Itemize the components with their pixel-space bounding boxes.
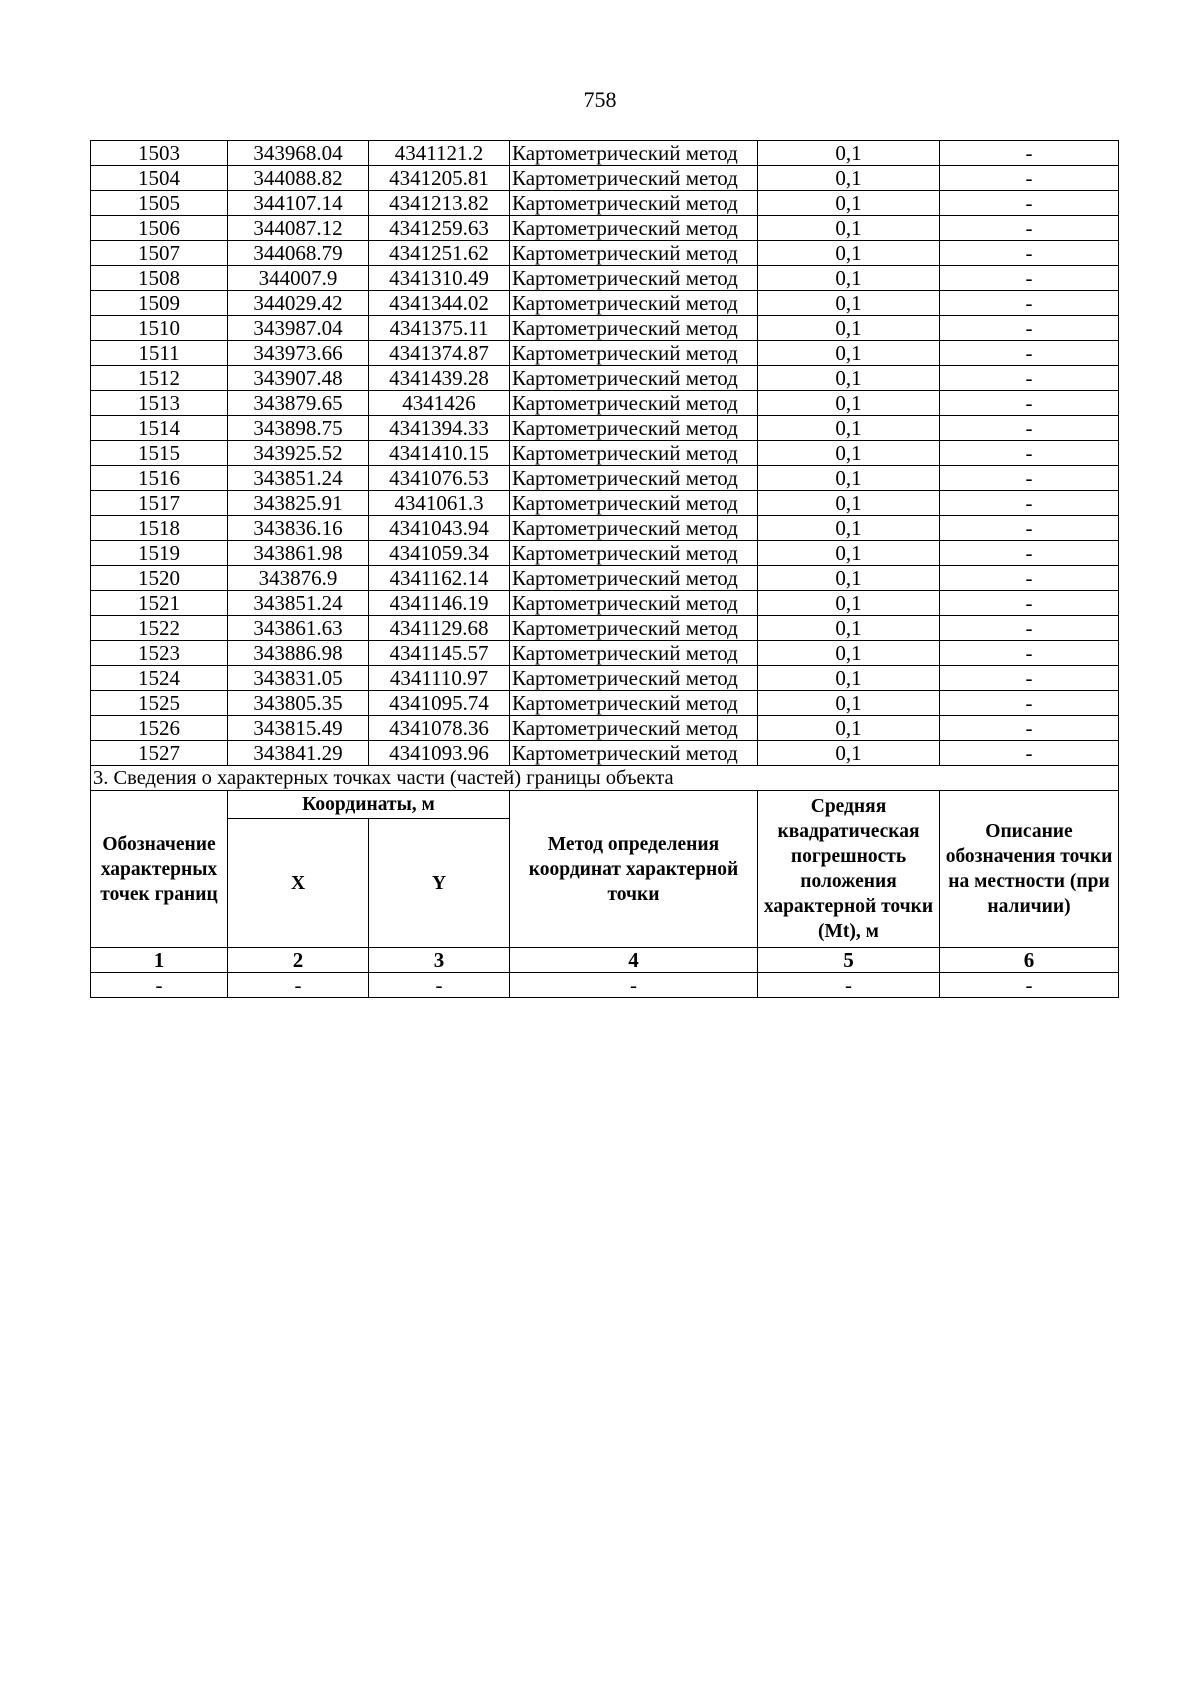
column-number-row	[91, 948, 1119, 973]
error-cell: 0,1	[758, 241, 940, 266]
point-id-cell: 1521	[91, 591, 228, 616]
error-cell: 0,1	[758, 441, 940, 466]
method-cell: Картометрический метод	[510, 266, 758, 291]
table-row	[91, 541, 1119, 566]
point-id-cell: 1510	[91, 316, 228, 341]
x-coordinate-cell: 343898.75	[228, 416, 369, 441]
description-cell: -	[940, 216, 1119, 241]
section-title-row	[91, 766, 1119, 791]
empty-cell: -	[228, 973, 369, 998]
y-coordinate-cell: 4341061.3	[369, 491, 510, 516]
table-row	[91, 666, 1119, 691]
table-row	[91, 516, 1119, 541]
y-coordinate-cell: 4341251.62	[369, 241, 510, 266]
method-cell: Картометрический метод	[510, 191, 758, 216]
point-id-cell: 1517	[91, 491, 228, 516]
table-row	[91, 691, 1119, 716]
point-id-cell: 1522	[91, 616, 228, 641]
method-cell: Картометрический метод	[510, 566, 758, 591]
error-cell: 0,1	[758, 616, 940, 641]
y-coordinate-cell: 4341426	[369, 391, 510, 416]
y-coordinate-cell: 4341213.82	[369, 191, 510, 216]
description-cell: -	[940, 466, 1119, 491]
y-coordinate-cell: 4341121.2	[369, 141, 510, 166]
y-coordinate-cell: 4341205.81	[369, 166, 510, 191]
table-row	[91, 166, 1119, 191]
description-cell: -	[940, 391, 1119, 416]
x-coordinate-cell: 343851.24	[228, 591, 369, 616]
description-cell: -	[940, 366, 1119, 391]
point-id-cell: 1524	[91, 666, 228, 691]
error-cell: 0,1	[758, 416, 940, 441]
point-id-cell: 1509	[91, 291, 228, 316]
description-cell: -	[940, 641, 1119, 666]
point-id-cell: 1505	[91, 191, 228, 216]
table-row	[91, 366, 1119, 391]
method-cell: Картометрический метод	[510, 141, 758, 166]
method-cell: Картометрический метод	[510, 316, 758, 341]
method-cell: Картометрический метод	[510, 291, 758, 316]
method-cell: Картометрический метод	[510, 216, 758, 241]
description-cell: -	[940, 741, 1119, 766]
error-cell: 0,1	[758, 541, 940, 566]
y-coordinate-cell: 4341344.02	[369, 291, 510, 316]
error-cell: 0,1	[758, 141, 940, 166]
x-coordinate-cell: 343925.52	[228, 441, 369, 466]
point-id-cell: 1526	[91, 716, 228, 741]
method-cell: Картометрический метод	[510, 416, 758, 441]
description-cell: -	[940, 291, 1119, 316]
table-row	[91, 341, 1119, 366]
y-coordinate-cell: 4341145.57	[369, 641, 510, 666]
error-cell: 0,1	[758, 741, 940, 766]
description-cell: -	[940, 616, 1119, 641]
error-cell: 0,1	[758, 166, 940, 191]
x-coordinate-cell: 343831.05	[228, 666, 369, 691]
empty-cell: -	[510, 973, 758, 998]
description-cell: -	[940, 516, 1119, 541]
description-cell: -	[940, 316, 1119, 341]
table-row	[91, 216, 1119, 241]
y-coordinate-cell: 4341146.19	[369, 591, 510, 616]
method-cell: Картометрический метод	[510, 366, 758, 391]
x-coordinate-cell: 343815.49	[228, 716, 369, 741]
method-cell: Картометрический метод	[510, 591, 758, 616]
section-title: 3. Сведения о характерных точках части (частей) границы объекта	[91, 766, 1119, 791]
column-number: 2	[228, 948, 369, 973]
error-cell: 0,1	[758, 516, 940, 541]
y-coordinate-cell: 4341410.15	[369, 441, 510, 466]
x-coordinate-cell: 343876.9	[228, 566, 369, 591]
y-coordinate-cell: 4341043.94	[369, 516, 510, 541]
x-coordinate-cell: 343861.63	[228, 616, 369, 641]
table-row	[91, 441, 1119, 466]
x-coordinate-cell: 343861.98	[228, 541, 369, 566]
table-row	[91, 391, 1119, 416]
x-coordinate-cell: 343805.35	[228, 691, 369, 716]
empty-cell: -	[940, 973, 1119, 998]
table-row	[91, 491, 1119, 516]
x-coordinate-cell: 343907.48	[228, 366, 369, 391]
table-row	[91, 141, 1119, 166]
column-number: 4	[510, 948, 758, 973]
y-coordinate-cell: 4341394.33	[369, 416, 510, 441]
method-cell: Картометрический метод	[510, 516, 758, 541]
description-cell: -	[940, 191, 1119, 216]
section-3	[91, 766, 1119, 998]
header-y: Y	[369, 819, 510, 948]
x-coordinate-cell: 344029.42	[228, 291, 369, 316]
x-coordinate-cell: 343825.91	[228, 491, 369, 516]
error-cell: 0,1	[758, 466, 940, 491]
table-row	[91, 316, 1119, 341]
error-cell: 0,1	[758, 591, 940, 616]
description-cell: -	[940, 266, 1119, 291]
x-coordinate-cell: 343987.04	[228, 316, 369, 341]
method-cell: Картометрический метод	[510, 691, 758, 716]
table-row	[91, 241, 1119, 266]
point-id-cell: 1518	[91, 516, 228, 541]
description-cell: -	[940, 441, 1119, 466]
table-row	[91, 416, 1119, 441]
page-number: 758	[583, 87, 617, 112]
error-cell: 0,1	[758, 216, 940, 241]
y-coordinate-cell: 4341375.11	[369, 316, 510, 341]
point-id-cell: 1523	[91, 641, 228, 666]
y-coordinate-cell: 4341439.28	[369, 366, 510, 391]
x-coordinate-cell: 344068.79	[228, 241, 369, 266]
header-designation: Обозначение характерных точек границ	[91, 791, 228, 948]
point-id-cell: 1516	[91, 466, 228, 491]
header-row-1	[91, 791, 1119, 819]
error-cell: 0,1	[758, 716, 940, 741]
y-coordinate-cell: 4341162.14	[369, 566, 510, 591]
description-cell: -	[940, 691, 1119, 716]
y-coordinate-cell: 4341374.87	[369, 341, 510, 366]
method-cell: Картометрический метод	[510, 466, 758, 491]
method-cell: Картометрический метод	[510, 391, 758, 416]
point-id-cell: 1507	[91, 241, 228, 266]
point-id-cell: 1519	[91, 541, 228, 566]
error-cell: 0,1	[758, 316, 940, 341]
table-row	[91, 191, 1119, 216]
x-coordinate-cell: 344087.12	[228, 216, 369, 241]
boundary-points-table	[90, 140, 1119, 998]
method-cell: Картометрический метод	[510, 166, 758, 191]
description-cell: -	[940, 416, 1119, 441]
column-number: 3	[369, 948, 510, 973]
description-cell: -	[940, 241, 1119, 266]
column-number: 5	[758, 948, 940, 973]
error-cell: 0,1	[758, 391, 940, 416]
description-cell: -	[940, 666, 1119, 691]
empty-cell: -	[369, 973, 510, 998]
description-cell: -	[940, 341, 1119, 366]
error-cell: 0,1	[758, 191, 940, 216]
description-cell: -	[940, 591, 1119, 616]
y-coordinate-cell: 4341110.97	[369, 666, 510, 691]
point-id-cell: 1511	[91, 341, 228, 366]
x-coordinate-cell: 343886.98	[228, 641, 369, 666]
method-cell: Картометрический метод	[510, 241, 758, 266]
table-row	[91, 566, 1119, 591]
empty-cell: -	[758, 973, 940, 998]
description-cell: -	[940, 491, 1119, 516]
method-cell: Картометрический метод	[510, 716, 758, 741]
x-coordinate-cell: 344007.9	[228, 266, 369, 291]
error-cell: 0,1	[758, 341, 940, 366]
error-cell: 0,1	[758, 566, 940, 591]
y-coordinate-cell: 4341076.53	[369, 466, 510, 491]
description-cell: -	[940, 166, 1119, 191]
header-description: Описание обозначения точки на местности (при наличии)	[940, 791, 1119, 948]
y-coordinate-cell: 4341259.63	[369, 216, 510, 241]
point-id-cell: 1515	[91, 441, 228, 466]
error-cell: 0,1	[758, 266, 940, 291]
y-coordinate-cell: 4341095.74	[369, 691, 510, 716]
table-row	[91, 741, 1119, 766]
description-cell: -	[940, 541, 1119, 566]
header-error: Средняя квадратическая погрешность положения характерной точки (Mt), м	[758, 791, 940, 948]
column-number: 1	[91, 948, 228, 973]
error-cell: 0,1	[758, 691, 940, 716]
y-coordinate-cell: 4341059.34	[369, 541, 510, 566]
table-row	[91, 616, 1119, 641]
method-cell: Картометрический метод	[510, 666, 758, 691]
description-cell: -	[940, 716, 1119, 741]
x-coordinate-cell: 343836.16	[228, 516, 369, 541]
method-cell: Картометрический метод	[510, 616, 758, 641]
table-row	[91, 591, 1119, 616]
y-coordinate-cell: 4341310.49	[369, 266, 510, 291]
y-coordinate-cell: 4341078.36	[369, 716, 510, 741]
error-cell: 0,1	[758, 641, 940, 666]
error-cell: 0,1	[758, 666, 940, 691]
point-id-cell: 1508	[91, 266, 228, 291]
point-id-cell: 1525	[91, 691, 228, 716]
point-id-cell: 1527	[91, 741, 228, 766]
empty-cell: -	[91, 973, 228, 998]
point-id-cell: 1503	[91, 141, 228, 166]
x-coordinate-cell: 343968.04	[228, 141, 369, 166]
table-row	[91, 466, 1119, 491]
x-coordinate-cell: 343973.66	[228, 341, 369, 366]
error-cell: 0,1	[758, 366, 940, 391]
x-coordinate-cell: 344107.14	[228, 191, 369, 216]
header-coordinates: Координаты, м	[228, 791, 510, 819]
y-coordinate-cell: 4341129.68	[369, 616, 510, 641]
method-cell: Картометрический метод	[510, 541, 758, 566]
table-row	[91, 716, 1119, 741]
y-coordinate-cell: 4341093.96	[369, 741, 510, 766]
empty-data-row	[91, 973, 1119, 998]
method-cell: Картометрический метод	[510, 441, 758, 466]
table-row	[91, 641, 1119, 666]
x-coordinate-cell: 344088.82	[228, 166, 369, 191]
coordinates-rows	[91, 141, 1119, 766]
error-cell: 0,1	[758, 291, 940, 316]
x-coordinate-cell: 343879.65	[228, 391, 369, 416]
point-id-cell: 1512	[91, 366, 228, 391]
header-x: X	[228, 819, 369, 948]
point-id-cell: 1513	[91, 391, 228, 416]
method-cell: Картометрический метод	[510, 341, 758, 366]
x-coordinate-cell: 343841.29	[228, 741, 369, 766]
method-cell: Картометрический метод	[510, 741, 758, 766]
table-row	[91, 291, 1119, 316]
method-cell: Картометрический метод	[510, 641, 758, 666]
header-method: Метод определения координат характерной точки	[510, 791, 758, 948]
description-cell: -	[940, 566, 1119, 591]
error-cell: 0,1	[758, 491, 940, 516]
point-id-cell: 1506	[91, 216, 228, 241]
table-row	[91, 266, 1119, 291]
method-cell: Картометрический метод	[510, 491, 758, 516]
description-cell: -	[940, 141, 1119, 166]
point-id-cell: 1514	[91, 416, 228, 441]
point-id-cell: 1504	[91, 166, 228, 191]
column-number: 6	[940, 948, 1119, 973]
point-id-cell: 1520	[91, 566, 228, 591]
x-coordinate-cell: 343851.24	[228, 466, 369, 491]
